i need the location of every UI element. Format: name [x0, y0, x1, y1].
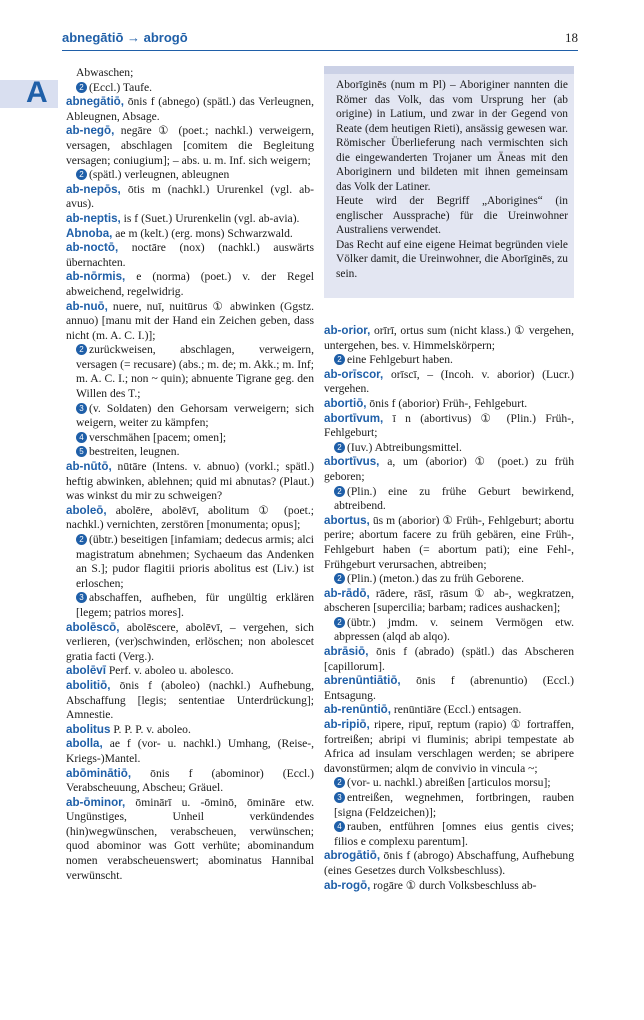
- entry-headword: abortīvus,: [324, 455, 380, 469]
- dictionary-entry: [66, 723, 314, 738]
- sense-number-badge: 2: [76, 534, 87, 545]
- dictionary-entry: [66, 227, 314, 242]
- entry-text: rādere, rāsī, rāsum ① ab-, wegkratzen, abscheren [supercilia; barbam; radices aushacken];: [324, 586, 574, 615]
- dictionary-entry: [324, 587, 574, 616]
- entry-headword: ab-nuō,: [66, 299, 108, 313]
- entry-headword: ab-orīscor,: [324, 367, 384, 381]
- right-column: [324, 324, 574, 893]
- entry-text: abolēre, abolēvī, abolitum ① (poet.; nachkl.) vernichten, zerstören [monumenta; opus];: [66, 503, 314, 532]
- entry-text: nūtāre (Intens. v. abnuo) (vorkl.; spätl.) heftig abwinken, ablehnen; quid mi abnutas? (Plaut.) was winkst du mir zu schweigen?: [66, 460, 314, 503]
- entry-text: bestreiten, leugnen.: [89, 445, 180, 459]
- dictionary-entry: [324, 849, 574, 878]
- entry-text: is f (Suet.) Ururenkelin (vgl. ab-avia).: [123, 211, 300, 225]
- entry-text: ōnis f (abominor) (Eccl.) Verabscheuung, Abscheu; Gräuel.: [66, 766, 314, 795]
- entry-headword: ab-noctō,: [66, 241, 119, 255]
- sense-number-badge: 4: [334, 821, 345, 832]
- entry-text: ōnis f (aboleo) (nachkl.) Aufhebung, Abschaffung [legis; sententiae Unterdrückung]; Amnestie.: [66, 678, 314, 722]
- entry-text: ūs m (aborior) ① Früh-, Fehlgeburt; abortu perire; abortum facere zu früh gebären, eine Früh-, Fehlgeburt haben (= abortum pati); eine Fehl-, Frühgeburt verursachen, abtreiben;: [324, 513, 574, 571]
- entry-sense: [66, 591, 314, 620]
- entry-sense: [324, 572, 574, 587]
- entry-text: ī n (abortivus) ① (Plin.) Früh-, Fehlgeburt;: [324, 411, 574, 440]
- entry-text: (übtr.) beseitigen [infamiam; dedecus armis; alci magistratum abnehmen; Sychaeum das Andenken an S.]; pudor flagitii prioris abolitus est (Liv.) ist erloschen;: [76, 533, 314, 590]
- entry-sense: [324, 353, 574, 368]
- entry-headword: ab-renūntiō,: [324, 703, 391, 717]
- header-rule: [62, 50, 578, 51]
- entry-sense: [324, 776, 574, 791]
- entry-headword: abrāsiō,: [324, 645, 369, 659]
- entry-text: (spätl.) verleugnen, ableugnen: [89, 168, 230, 182]
- sense-number-badge: 2: [76, 169, 87, 180]
- dictionary-entry: [324, 703, 574, 718]
- sense-number-badge: 2: [334, 354, 345, 365]
- entry-headword: Abnoba,: [66, 226, 113, 240]
- entry-text: (Plin.) (meton.) das zu früh Geborene.: [347, 572, 525, 586]
- sense-number-badge: 2: [76, 344, 87, 355]
- entry-text: ripere, ripuī, reptum (rapio) ① fortraffen, fortreißen; abripi vi fluminis; abripi tempestate ab Africa ad insulam verschlagen werden; se abripere davonstürmen; alqm de convivio in vincula ~;: [324, 718, 575, 775]
- entry-headword: aboleō,: [66, 503, 107, 517]
- info-box: [324, 66, 574, 298]
- dictionary-entry: [324, 455, 574, 484]
- entry-headword: ab-rogō,: [324, 878, 371, 892]
- info-box-paragraph-2: Heute wird der Begriff „Aborigines“ (in englischer Aussprache) für die Ureinwohner Australiens verwendet.: [336, 195, 568, 236]
- entry-text: negāre ① (poet.; nachkl.) verweigern, versagen, abschlagen [comitem die Begleitung versagen; coniugium]; – abs. u. m. Inf. sich weigern;: [66, 124, 314, 167]
- entry-headword: ab-nūtō,: [66, 460, 112, 474]
- entry-headword: abortīvum,: [324, 411, 384, 425]
- sense-number-badge: 3: [334, 792, 345, 803]
- dictionary-entry: [66, 241, 314, 270]
- page-number: 18: [565, 30, 578, 45]
- dictionary-entry: [66, 621, 314, 665]
- entry-text: (Eccl.) Taufe.: [89, 80, 153, 94]
- dictionary-entry: [324, 397, 574, 412]
- entry-headword: abōminātiō,: [66, 766, 132, 780]
- entry-headword: abnegātiō,: [66, 95, 124, 109]
- sense-number-badge: 2: [334, 777, 345, 788]
- entry-headword: abortiō,: [324, 396, 367, 410]
- dictionary-entry: [324, 879, 574, 894]
- dictionary-entry: [66, 737, 314, 766]
- entry-headword: ab-nepōs,: [66, 182, 121, 196]
- entry-text: Abwaschen;: [76, 66, 134, 79]
- dictionary-entry: [324, 645, 574, 674]
- entry-text: ōtis m (nachkl.) Ururenkel (vgl. ab-avus).: [66, 182, 314, 211]
- sense-number-badge: 3: [76, 592, 87, 603]
- dictionary-entry: [66, 679, 314, 723]
- entry-sense: [66, 66, 314, 81]
- entry-sense: [66, 402, 314, 431]
- sense-number-badge: 2: [334, 617, 345, 628]
- dictionary-entry: [66, 796, 314, 884]
- entry-headword: abolitus: [66, 722, 111, 736]
- entry-text: ōminārī u. -ōminō, ōmināre etw. Ungünstiges, Unheil verkündendes (hin)wegwünschen, verabscheuen, verwünschen; quod abominor was Gott verhüte; abominandum nomen verabscheuenswert; abominatus Hannibal verwünscht.: [66, 795, 315, 882]
- sense-number-badge: 2: [334, 573, 345, 584]
- entry-text: eine Fehlgeburt haben.: [347, 353, 453, 367]
- entry-text: noctāre (nox) (nachkl.) auswärts übernachten.: [66, 241, 314, 269]
- dictionary-entry: [66, 504, 314, 533]
- dictionary-entry: [66, 95, 314, 124]
- entry-headword: ab-neptis,: [66, 211, 121, 225]
- entry-text: (vor- u. nachkl.) abreißen [articulos morsu];: [347, 776, 551, 790]
- entry-text: abolēscere, abolēvī, – vergehen, sich verlieren, (ver)schwinden, erlöschen; non abolescet gratia facti (Verg.).: [66, 620, 314, 663]
- entry-headword: ab-rādō,: [324, 586, 370, 600]
- entry-sense: [66, 533, 314, 591]
- sense-number-badge: 3: [76, 403, 87, 414]
- dictionary-entry: [324, 674, 574, 703]
- dictionary-entry: [324, 368, 574, 397]
- entry-headword: ab-ripiō,: [324, 718, 370, 732]
- entry-headword: ab-ōminor,: [66, 795, 126, 809]
- dictionary-entry: [66, 124, 314, 168]
- guide-words: abnegātiō → abrogō: [62, 30, 188, 45]
- entry-headword: abolitiō,: [66, 678, 111, 692]
- entry-text: orīscī, – (Incoh. v. aborior) (Lucr.) vergehen.: [324, 367, 575, 396]
- entry-headword: abolla,: [66, 737, 103, 751]
- info-box-paragraph-3: Das Recht auf eine eigene Heimat begründen viele Völker damit, die Ureinwohner, die Aborīginēs, zu sein.: [336, 238, 568, 280]
- entry-text: P. P. P. v. aboleo.: [113, 722, 191, 736]
- entry-text: rogāre ① durch Volksbeschluss ab-: [373, 878, 537, 892]
- entry-headword: ab-negō,: [66, 124, 115, 138]
- sense-number-badge: 5: [76, 446, 87, 457]
- dictionary-entry: [324, 514, 574, 572]
- info-box-paragraph-1: Aborīginēs (num m Pl) – Aboriginer nannten die Römer das Volk, das vom Ursprung her (ab origine) in Latium, und zwar in der Gegend von Reate (dem heutigen Rieti), ansässig gewesen war. Römischer Überlieferung nach vermischten sich die eingewanderten Trojaner um Äneas mit den Aboriginern und bildeten mit ihnen gemeinsam das Volk der Latiner.: [336, 79, 568, 193]
- entry-sense: [324, 441, 574, 456]
- entry-text: ōnis f (abrado) (spätl.) das Abscheren [capillorum].: [324, 645, 574, 673]
- entry-text: ae m (kelt.) (erg. mons) Schwarzwald.: [115, 226, 293, 240]
- entry-text: ōnis f (aborior) Früh-, Fehlgeburt.: [369, 396, 528, 410]
- entry-sense: [66, 445, 314, 460]
- entry-text: nuere, nuī, nuitūrus ① abwinken (Ggstz. annuo) [manu mit der Hand ein Zeichen geben, dass nicht (m. A. C. I.)];: [66, 299, 314, 342]
- entry-text: ōnis f (abnego) (spätl.) das Verleugnen, Ableugnen, Absage.: [66, 95, 314, 123]
- entry-text: (Plin.) eine zu frühe Geburt bewirkend, abtreibend.: [334, 484, 574, 513]
- dictionary-entry: [66, 212, 314, 227]
- sense-number-badge: 2: [334, 442, 345, 453]
- info-box-wrapper: [324, 66, 574, 298]
- entry-headword: ab-nōrmis,: [66, 270, 126, 284]
- entry-sense: [324, 485, 574, 514]
- dictionary-entry: [324, 412, 574, 441]
- entry-text: (v. Soldaten) den Gehorsam verweigern; sich weigern, weiter zu kämpfen;: [76, 401, 314, 430]
- entry-text: ōnis f (abrogo) Abschaffung, Aufhebung (eines Gesetzes durch Volksbeschluss).: [324, 849, 574, 877]
- entry-headword: abolēvī: [66, 664, 106, 678]
- dictionary-entry: [66, 460, 314, 504]
- entry-sense: [324, 791, 574, 820]
- entry-sense: [66, 431, 314, 446]
- entry-text: rauben, entführen [omnes eius gentis cives; filios e complexu parentum].: [334, 820, 574, 848]
- entry-sense: [66, 343, 314, 401]
- entry-headword: ab-orior,: [324, 324, 371, 337]
- entry-text: renūntiāre (Eccl.) entsagen.: [393, 703, 522, 717]
- thumb-index-letter: A: [26, 76, 48, 109]
- entry-text: abschaffen, aufheben, für ungültig erklären [legem; patrios mores].: [76, 591, 314, 619]
- left-column: [66, 66, 314, 883]
- sense-number-badge: 2: [76, 82, 87, 93]
- dictionary-entry: [66, 183, 314, 212]
- entry-headword: abortus,: [324, 513, 370, 527]
- entry-headword: abolēscō,: [66, 620, 120, 634]
- entry-text: a, um (aborior) ① (poet.) zu früh geboren;: [324, 455, 574, 483]
- dictionary-entry: [66, 767, 314, 796]
- entry-text: e (norma) (poet.) v. der Regel abweichend, regelwidrig.: [66, 270, 314, 298]
- entry-text: (Iuv.) Abtreibungsmittel.: [347, 440, 462, 454]
- entry-text: verschmähen [pacem; omen];: [89, 430, 227, 444]
- page-header: [62, 30, 578, 50]
- entry-headword: abrenūntiātiō,: [324, 674, 401, 688]
- dictionary-entry: [66, 664, 314, 679]
- sense-number-badge: 2: [334, 486, 345, 497]
- entry-text: orīrī, ortus sum (nicht klass.) ① vergehen, untergehen, bes. v. Himmelskörpern;: [324, 324, 574, 352]
- entry-text: ōnis f (abrenuntio) (Eccl.) Entsagung.: [324, 674, 574, 702]
- sense-number-badge: 4: [76, 432, 87, 443]
- dictionary-entry: [66, 270, 314, 299]
- dictionary-entry: [66, 300, 314, 344]
- dictionary-entry: [324, 324, 574, 353]
- entry-sense: [66, 168, 314, 183]
- entry-sense: [66, 81, 314, 96]
- entry-sense: [324, 616, 574, 645]
- entry-text: zurückweisen, abschlagen, verweigern, versagen (= recusare) (abs.; m. de; m. Akk.; m. Inf; m. A. C. I.; non ~ quin); abnuente Tigrane geg. den Willen des T.;: [76, 343, 314, 401]
- entry-sense: [324, 820, 574, 849]
- entry-text: Perf. v. aboleo u. abolesco.: [108, 664, 234, 678]
- entry-text: (übtr.) jmdm. v. seinem Vermögen etw. abpressen (alqd ab alqo).: [334, 615, 574, 644]
- entry-headword: abrogātiō,: [324, 849, 381, 863]
- entry-text: entreißen, wegnehmen, fortbringen, rauben [signa (Feldzeichen)];: [334, 791, 574, 819]
- dictionary-entry: [324, 718, 574, 776]
- thumb-index-tab: [0, 76, 58, 109]
- entry-text: ae f (vor- u. nachkl.) Umhang, (Reise-, Kriegs-)Mantel.: [66, 737, 314, 765]
